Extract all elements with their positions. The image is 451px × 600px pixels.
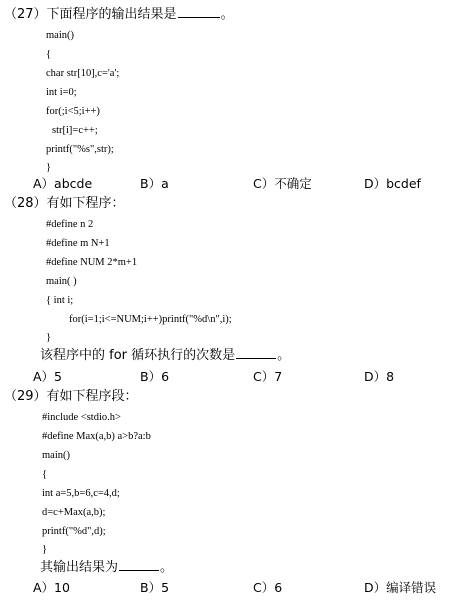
answer-blank (119, 559, 159, 571)
code-line: int a=5,b=6,c=4,d; (42, 488, 120, 499)
option-b: B）6 (140, 369, 170, 384)
question-27-stem (4, 6, 234, 23)
code-line: } (46, 162, 52, 173)
option-d: D）编译错误 (364, 580, 437, 595)
code-line: printf("%s",str); (46, 144, 114, 155)
question-text-end: 。 (220, 7, 234, 22)
code-line: { int i; (46, 295, 74, 306)
option-a: A）10 (33, 580, 70, 595)
code-line: main() (46, 30, 74, 41)
code-line: printf("%d",d); (42, 526, 106, 537)
question-28-question (40, 347, 290, 364)
question-28-stem (4, 196, 125, 212)
question-29-question (40, 559, 173, 576)
option-a: A）abcde (33, 176, 93, 191)
code-line: } (42, 544, 48, 555)
code-line: str[i]=c++; (52, 125, 98, 136)
code-line: #define Max(a,b) a>b?a:b (42, 431, 151, 442)
question-text: 下面程序的输出结果是 (46, 7, 177, 22)
code-line: main( ) (46, 276, 77, 287)
code-line: #define NUM 2*m+1 (46, 257, 138, 268)
option-c: C）7 (253, 369, 283, 384)
question-text: 该程序中的 for 循环执行的次数是 (40, 348, 236, 363)
code-line: for(i=1;i<=NUM;i++)printf("%d\n",i); (69, 314, 232, 325)
code-line: } (46, 332, 52, 343)
answer-blank (178, 6, 220, 18)
code-line: int i=0; (46, 87, 77, 98)
code-line: { (42, 469, 48, 480)
option-b: B）5 (140, 580, 170, 595)
question-number: （27） (4, 7, 47, 22)
question-text: 有如下程序： (46, 196, 125, 211)
question-text-end: 。 (277, 348, 291, 363)
code-line: for(;i<5;i++) (46, 106, 100, 117)
option-d: D）8 (364, 369, 395, 384)
code-line: #define m N+1 (46, 238, 110, 249)
question-text: 其输出结果为 (40, 560, 119, 575)
answer-blank (236, 347, 276, 359)
question-29-stem (4, 389, 138, 405)
code-line: main() (42, 450, 70, 461)
question-text-end: 。 (160, 560, 174, 575)
question-number: （29） (4, 389, 47, 404)
code-line: char str[10],c='a'; (46, 68, 120, 79)
question-text: 有如下程序段： (46, 389, 138, 404)
code-line: { (46, 49, 52, 60)
option-a: A）5 (33, 369, 63, 384)
question-number: （28） (4, 196, 47, 211)
option-c: C）不确定 (253, 176, 312, 191)
code-line: #define n 2 (46, 219, 94, 230)
code-line: d=c+Max(a,b); (42, 507, 106, 518)
option-b: B）a (140, 176, 169, 191)
option-c: C）6 (253, 580, 283, 595)
code-line: #include <stdio.h> (42, 412, 121, 423)
option-d: D）bcdef (364, 176, 421, 191)
